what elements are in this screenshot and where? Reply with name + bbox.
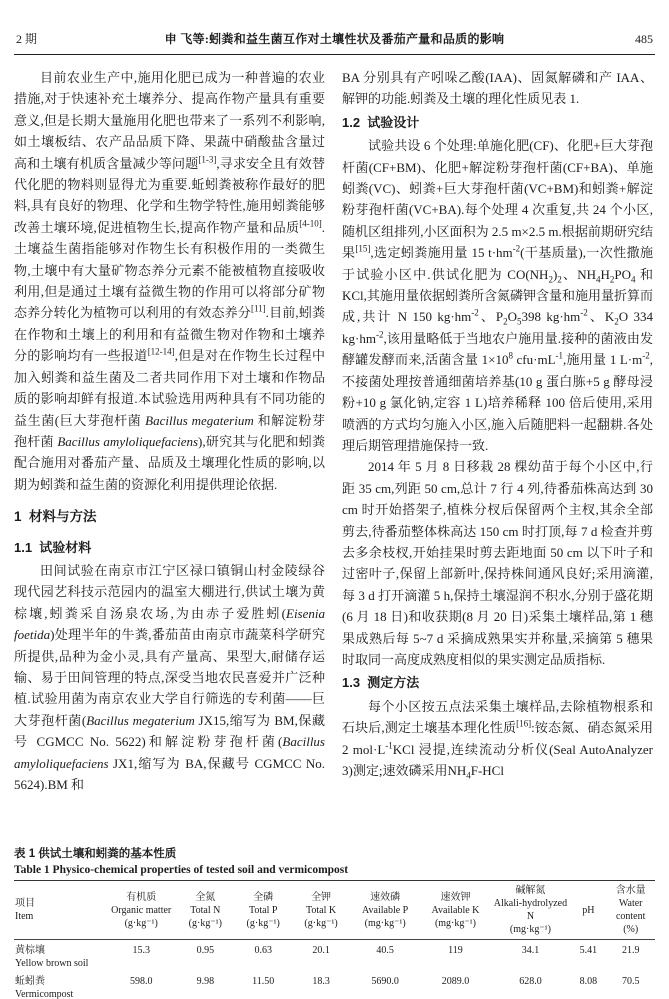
- paragraph: 目前农业生产中,施用化肥已成为一种普遍的农业措施,对于快速补充土壤养分、提高作物产量具有重要意义,但是长期大量施用化肥也带来了一系列不利影响,如土壤板结、农产品品质下降、果蔬中硝酸盐含量过高和土壤有机质含量减少等问题[1-3],寻求安全且有效替代化肥的物料则显得尤为重要.蚯蚓粪被称作最好的肥料,具有良好的物理、化学和生物学特性,施用蚓粪能够改善土壤环境,促进植物生长,提高作物产量和品质[4-10].土壤益生菌指能够对作物生长有积极作用的一类微生物,土壤中有大量矿物态养分元素不能被植物直接吸收利用,但是通过土壤有益微生物的作用可以将部分矿物态养分转化为植物可以利用的有效态养分[11].目前,蚓粪在作物和土壤上的利用和有益微生物对作物和土壤养分的影响均有一些报道[12-14],但是对在作物生长过程中加入蚓粪和益生菌及二者共同作用下对土壤和作物品质的影响却鲜有报道.本试验选用两种具有不同功能的益生菌(巨大芽孢杆菌 Bacillus megaterium 和解淀粉芽孢杆菌 Bacillus amyloliquefaciens),研究其与化肥和蚓粪配合施用对番茄产量、品质及土壤理化性质的影响,以期为蚓粪和益生菌的资源化利用提供理论依据.: [14, 70, 325, 492]
- left-column: [14, 67, 325, 837]
- table-cell: 40.5: [376, 945, 394, 956]
- table-header-cell: 有机质 Organic matter (g·kg⁻¹): [111, 891, 172, 929]
- table-header-cell: 全氮 Total N (g·kg⁻¹): [188, 891, 222, 929]
- row-name-cell: 蚯蚓粪 Vermicompost: [15, 976, 74, 999]
- table-header-cell: 全磷 Total P (g·kg⁻¹): [246, 891, 280, 929]
- table-header: [14, 881, 655, 940]
- table-cell: 5.41: [579, 945, 598, 956]
- row-name-cell: 黄棕壤 Yellow brown soil: [15, 945, 89, 969]
- page-number: 485: [635, 32, 653, 46]
- running-head: [14, 30, 655, 52]
- table-cell: 2089.0: [441, 976, 470, 987]
- table-title-en: Table 1 Physico-chemical properties of tested soil and vermicompost: [14, 864, 349, 876]
- table-cell: 11.50: [252, 976, 275, 987]
- table-cell: 5690.0: [371, 976, 399, 987]
- table-cell: 15.3: [132, 945, 150, 956]
- table-cell: 119: [448, 945, 463, 956]
- right-column: [342, 67, 653, 837]
- paragraph: 试验共设 6 个处理:单施化肥(CF)、化肥+巨大芽孢杆菌(CF+BM)、化肥+解淀粉芽孢杆菌(CF+BA)、单施蚓粪(VC)、蚓粪+巨大芽孢杆菌(VC+BM)和蚓粪+解淀粉芽孢杆菌(VC+BA).每个处理 4 次重复,共 24 个小区,随机区组排列,小区面积为 2.5 m×2.5 m.根据前期研究结果[15],选定蚓粪施用量 15 $t\cdot hm^{-2}$(干基质量),一次性撒施于试验小区中.供试化肥为 $CO(NH_2)_2$、$NH_4H_2PO_4$ 和 KCl,其施用量依据蚓粪所含氮磷钾含量和施用量折算而成,共计 N 150 $kg\cdot hm^{-2}$、$P_2O_5398$ $kg\cdot hm^{-2}$、$K_2O$ 334 $kg\cdot hm^{-2}$,该用量略低于当地农户施用量.接种的菌液由发酵罐发酵而来,活菌含量 $1\times 10^8$ $cfu\cdot mL^{-1}$,施用量 1 $L\cdot m^{-2}$,不接菌处理按普通细菌培养基(10 g 蛋白胨+5 g 酵母浸粉+10 g 氯化钠,定容 1 L)培养稀释 100 倍后使用,采用喷洒的方式均匀施入小区,施入后随肥料一起翻耕.各处理后期管理措施保持一致.: [342, 138, 653, 453]
- table-header-cell: 全钾 Total K (g·kg⁻¹): [304, 891, 338, 929]
- table-cell: 18.3: [312, 976, 330, 987]
- table-cell: 598.0: [129, 976, 153, 987]
- table-header-cell: 含水量 Water content (%): [615, 885, 646, 935]
- running-title: 申 飞等:蚓粪和益生菌互作对土壤性状及番茄产量和品质的影响: [164, 32, 505, 46]
- table-1-section: [14, 845, 655, 999]
- paragraph: 2014 年 5 月 8 日移栽 28 棵幼苗于每个小区中,行距 35 cm,列距 50 cm,总计 7 行 4 列,待番茄株高达到 30 cm 时开始搭架子,植株分杈后保留两个主杈,其余全部剪去,待番茄整体株高达 150 cm 时打顶,每 7 d 检查并剪去多余枝杈,开始挂果时剪去距地面 50 cm 以下叶子和过密叶子,保留上部新叶,保持株间通风良好;采用滴灌,每 3 d 打开滴灌 5 h,保持土壤湿润不积水,分别于盛花期(6 月 18 日)和收获期(8 月 20 日)采集土壤样品,第 1 穗果成熟后每 5~7 d 采摘成熟果实并称量,采摘第 5 穗果时取同一高度成熟度相似的果实测定品质指标.: [342, 459, 653, 667]
- table-cell: 9.98: [196, 976, 215, 987]
- table-cell: 0.63: [254, 945, 272, 956]
- table-1: [14, 880, 655, 999]
- table-header-cell: 速效磷 Available P (mg·kg⁻¹): [362, 891, 409, 929]
- table-cell: 70.5: [621, 976, 640, 987]
- table-header-row: [14, 881, 655, 940]
- journal-issue: 2 期: [16, 32, 38, 46]
- section-heading: 1.3 测定方法: [342, 675, 420, 691]
- section-heading: 1 材料与方法: [14, 509, 97, 525]
- paragraph: 每个小区按五点法采集土壤样品,去除植物根系和石块后,测定土壤基本理化性质[16]:铵态氮、硝态氮采用 2 $mol\cdot L^{-1}KCl$ 浸提,连续流动分析仪(Seal AutoAnalyzer 3)测定;速效磷采用$NH_4F$-HCl: [342, 698, 653, 781]
- table-cell: 34.1: [521, 945, 540, 956]
- paragraph: BA 分别具有产吲哚乙酸(IAA)、固氮解磷和产 IAA、解钾的功能.蚓粪及土壤的理化性质见表 1.: [342, 70, 653, 107]
- table-body: [14, 940, 655, 999]
- table-header-cell: 项目 Item: [15, 898, 35, 922]
- article-body: [14, 67, 655, 837]
- table-cell: 628.0: [519, 976, 542, 987]
- header-rule: [14, 54, 655, 55]
- table-row: [14, 971, 655, 999]
- table-header-cell: 碱解氮 Alkali-hydrolyzed N (mg·kg⁻¹): [493, 885, 568, 935]
- table-row: [14, 940, 655, 972]
- table-header-cell: 速效钾 Available K (mg·kg⁻¹): [431, 891, 480, 929]
- table-cell: 21.9: [621, 945, 640, 956]
- table-cell: 8.08: [579, 976, 598, 987]
- table-cell: 0.95: [196, 945, 215, 956]
- paragraph: 田间试验在南京市江宁区禄口镇铜山村金陵绿谷现代园艺科技示范园内的温室大棚进行,供试土壤为黄棕壤,蚓粪采自汤泉农场,为由赤子爱胜蚓(Eisenia foetida)处理半年的牛粪,番茄苗由南京市蔬菜科学研究所提供,品种为金小灵,具有产量高、果型大,耐储存运输、易于田间管理的特点,深受当地农民喜爱并广泛种植.试验用菌为南京农业大学自行筛选的专利菌——巨大芽孢杆菌(Bacillus megaterium JX15,缩写为 BM,保藏号 CGMCC No. 5622)和解淀粉芽孢杆菌(Bacillus amyloliquefaciens JX1,缩写为 BA,保藏号 CGMCC No. 5624).BM 和: [14, 562, 325, 792]
- table-header-cell: pH: [582, 904, 595, 916]
- table-cell: 20.1: [312, 945, 330, 956]
- section-heading: 1.1 试验材料: [14, 539, 92, 555]
- table-title-zh: 表 1 供试土壤和蚓粪的基本性质: [14, 848, 177, 860]
- section-heading: 1.2 试验设计: [342, 114, 420, 130]
